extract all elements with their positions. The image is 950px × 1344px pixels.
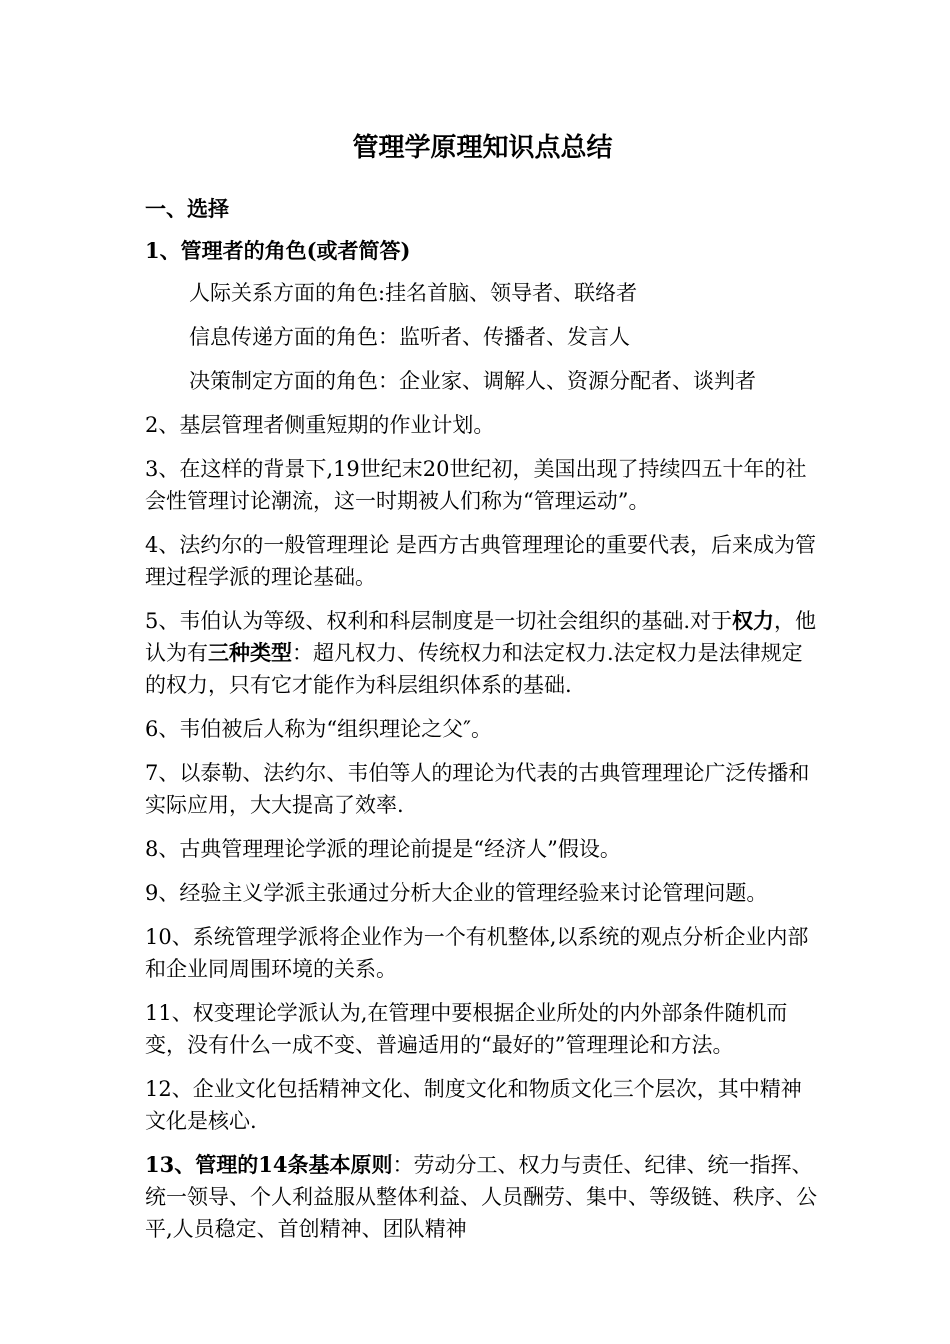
item-5-text-3: ：超凡权力、传统权力和法定权力.法定权力是法律规定的权力，只有它才能作为科层组织体系的基础. bbox=[145, 641, 803, 697]
document-title: 管理学原理知识点总结 bbox=[352, 133, 613, 163]
item-13 bbox=[145, 1149, 820, 1245]
item-1-line-2: 信息传递方面的角色：监听者、传播者、发言人 bbox=[189, 325, 630, 349]
item-13-heading: 13、管理的14条基本原则 bbox=[145, 1152, 393, 1177]
item-7: 7、以泰勒、法约尔、韦伯等人的理论为代表的古典管理理论广泛传播和实际应用，大大提高了效率. bbox=[145, 761, 810, 817]
document-page bbox=[145, 128, 820, 1257]
item-12: 12、企业文化包括精神文化、制度文化和物质文化三个层次，其中精神文化是核心. bbox=[145, 1077, 802, 1133]
item-5-text-2: ，他认为有 bbox=[145, 609, 817, 665]
section-heading-choice: 一、选择 bbox=[145, 196, 229, 221]
item-9: 9、经验主义学派主张通过分析大企业的管理经验来讨论管理问题。 bbox=[145, 881, 768, 905]
item-5 bbox=[145, 605, 820, 701]
item-10: 10、系统管理学派将企业作为一个有机整体,以系统的观点分析企业内部和企业同周围环境的关系。 bbox=[145, 925, 809, 981]
item-8: 8、古典管理理论学派的理论前提是“经济人”假设。 bbox=[145, 837, 621, 861]
item-2: 2、基层管理者侧重短期的作业计划。 bbox=[145, 413, 495, 437]
item-1-line-1: 人际关系方面的角色:挂名首脑、领导者、联络者 bbox=[189, 281, 638, 305]
item-11: 11、权变理论学派认为,在管理中要根据企业所处的内外部条件随机而变，没有什么一成不变、普遍适用的“最好的”管理理论和方法。 bbox=[145, 1001, 788, 1057]
item-5-bold-power: 权力 bbox=[732, 608, 775, 633]
item-6: 6、韦伯被后人称为“组织理论之父″。 bbox=[145, 717, 492, 741]
item-3: 3、在这样的背景下,19世纪末20世纪初，美国出现了持续四五十年的社会性管理讨论潮流，这一时期被人们称为“管理运动”。 bbox=[145, 457, 807, 513]
item-13-text: ：劳动分工、权力与责任、纪律、统一指挥、统一领导、个人利益服从整体利益、人员酬劳、集中、等级链、秩序、公平,人员稳定、首创精神、团队精神 bbox=[145, 1153, 817, 1241]
item-5-text-1: 5、韦伯认为等级、权利和科层制度是一切社会组织的基础.对于 bbox=[145, 609, 733, 633]
item-4: 4、法约尔的一般管理理论 是西方古典管理理论的重要代表，后来成为管理过程学派的理论基础。 bbox=[145, 533, 817, 589]
item-5-bold-types: 三种类型 bbox=[208, 640, 292, 665]
item-1-line-3: 决策制定方面的角色：企业家、调解人、资源分配者、谈判者 bbox=[189, 369, 756, 393]
item-1-heading: 1、管理者的角色(或者简答) bbox=[145, 238, 411, 263]
